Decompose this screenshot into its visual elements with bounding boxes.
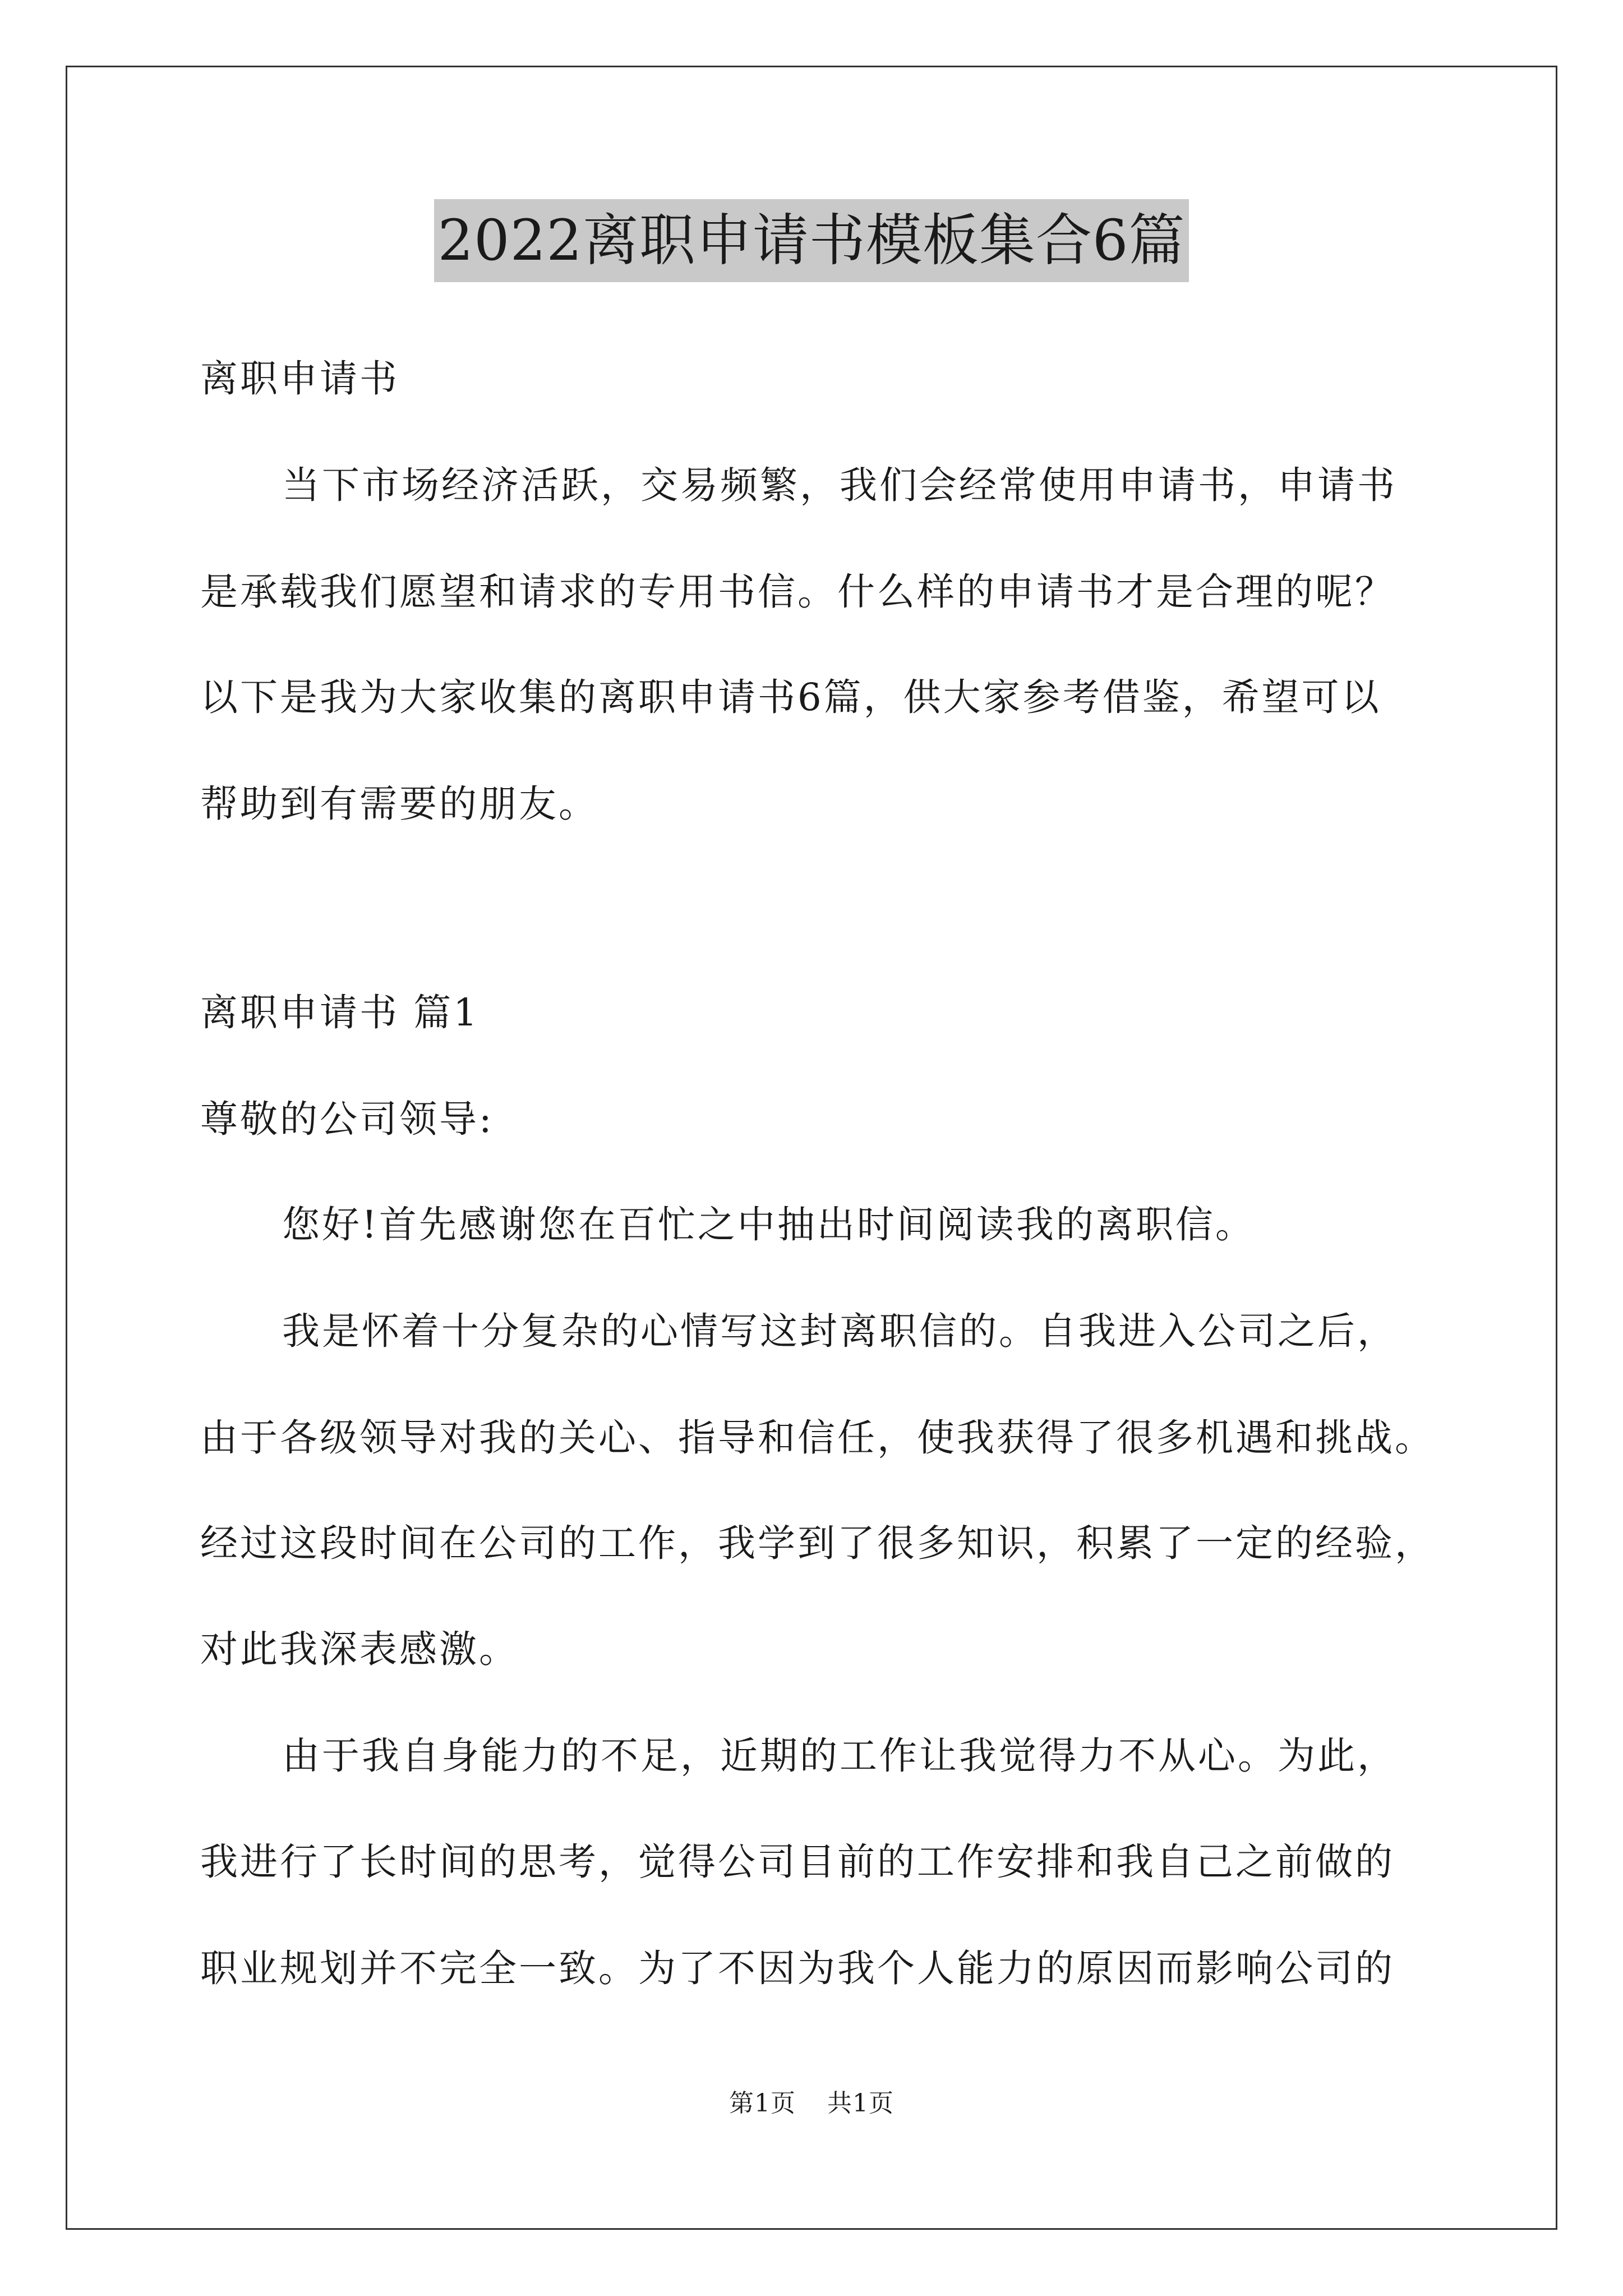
body-line-4: 经过这段时间在公司的工作，我学到了很多知识，积累了一定的经验， bbox=[200, 1521, 1435, 1565]
letter-heading: 离职申请书 篇1 bbox=[200, 991, 479, 1034]
intro-line-1: 当下市场经济活跃，交易频繁，我们会经常使用申请书，申请书 bbox=[282, 463, 1397, 507]
page-footer bbox=[0, 2087, 1623, 2120]
body-line-6: 由于我自身能力的不足，近期的工作让我觉得力不从心。为此， bbox=[282, 1734, 1397, 1778]
body-line-7: 我进行了长时间的思考，觉得公司目前的工作安排和我自己之前做的 bbox=[200, 1840, 1395, 1884]
body-line-8: 职业规划并不完全一致。为了不因为我个人能力的原因而影响公司的 bbox=[200, 1947, 1395, 1990]
intro-line-3: 以下是我为大家收集的离职申请书6篇，供大家参考借鉴，希望可以 bbox=[200, 675, 1381, 719]
document-title: 2022离职申请书模板集合6篇 bbox=[434, 199, 1188, 282]
body-line-1: 您好!首先感谢您在百忙之中抽出时间阅读我的离职信。 bbox=[282, 1203, 1255, 1246]
body-line-5: 对此我深表感激。 bbox=[200, 1627, 519, 1671]
section-heading: 离职申请书 bbox=[200, 357, 399, 401]
intro-line-4: 帮助到有需要的朋友。 bbox=[200, 782, 598, 826]
page-total: 共1页 bbox=[827, 2089, 894, 2118]
page-number: 第1页 bbox=[729, 2089, 796, 2118]
salutation: 尊敬的公司领导: bbox=[200, 1097, 494, 1141]
intro-line-2: 是承载我们愿望和请求的专用书信。什么样的申请书才是合理的呢？ bbox=[200, 570, 1395, 614]
body-line-3: 由于各级领导对我的关心、指导和信任，使我获得了很多机遇和挑战。 bbox=[200, 1416, 1435, 1460]
body-line-2: 我是怀着十分复杂的心情写这封离职信的。自我进入公司之后， bbox=[282, 1309, 1397, 1353]
title-container bbox=[0, 199, 1623, 282]
